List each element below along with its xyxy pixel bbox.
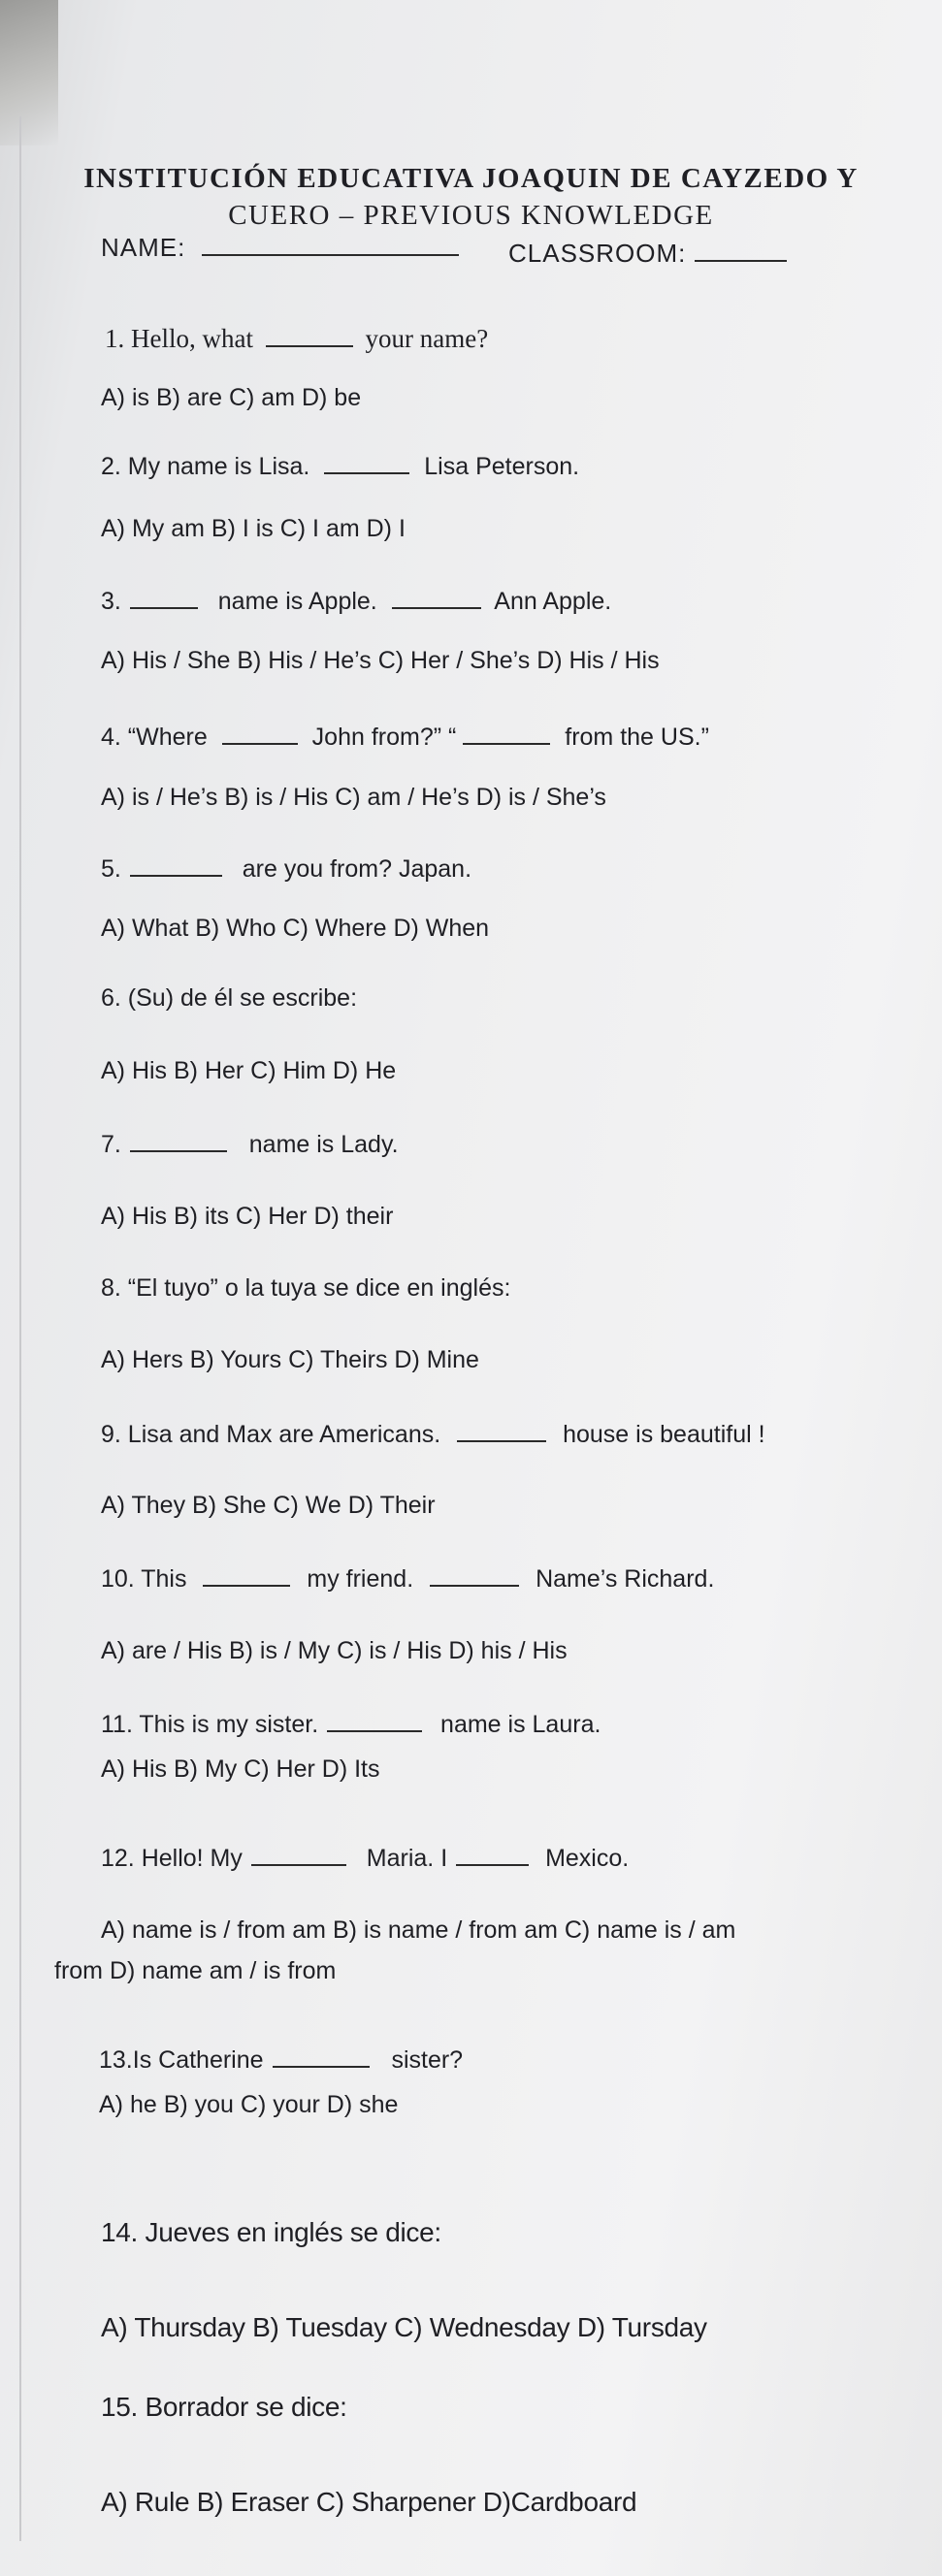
school-title: INSTITUCIÓN EDUCATIVA JOAQUIN DE CAYZEDO Y — [83, 163, 859, 194]
options-12: A) name is / from am B) is name / from am C) name is / am — [101, 1916, 736, 1944]
answer-blank[interactable] — [327, 1709, 422, 1732]
options-1: A) is B) are C) am D) be — [101, 384, 362, 411]
name-label: NAME: — [101, 233, 186, 262]
classroom-field — [508, 239, 787, 269]
question-14: 14. Jueves en inglés se dice: — [101, 2217, 441, 2247]
question-1: 1. Hello, what your name? — [105, 324, 489, 353]
question-13: 13.Is Catherine sister? — [99, 2046, 464, 2074]
options-3: A) His / She B) His / He’s C) Her / She’s D) His / His — [101, 647, 660, 674]
options-10: A) are / His B) is / My C) is / His D) his / His — [101, 1637, 568, 1664]
answer-blank[interactable] — [273, 2045, 370, 2068]
question-12: 12. Hello! My Maria. I Mexico. — [101, 1845, 630, 1872]
question-11: 11. This is my sister. name is Laura. — [101, 1711, 601, 1738]
answer-blank[interactable] — [456, 1843, 529, 1866]
question-8: 8. “El tuyo” o la tuya se dice en inglés: — [101, 1274, 511, 1302]
question-10: 10. This my friend. Name’s Richard. — [101, 1565, 715, 1593]
question-5: 5. are you from? Japan. — [101, 855, 472, 883]
options-12-continued: from D) name am / is from — [54, 1957, 337, 1984]
question-3: 3. name is Apple. Ann Apple. — [101, 588, 612, 615]
options-4: A) is / He’s B) is / His C) am / He’s D) is / She’s — [101, 784, 606, 811]
answer-blank[interactable] — [392, 586, 481, 609]
answer-blank[interactable] — [203, 1563, 290, 1587]
name-blank[interactable] — [202, 233, 459, 256]
answer-blank[interactable] — [266, 324, 353, 347]
question-7: 7. name is Lady. — [101, 1131, 399, 1158]
options-14: A) Thursday B) Tuesday C) Wednesday D) Tursday — [101, 2312, 707, 2342]
options-13: A) he B) you C) your D) she — [99, 2091, 399, 2118]
options-15: A) Rule B) Eraser C) Sharpener D)Cardboard — [101, 2487, 637, 2517]
answer-blank[interactable] — [130, 586, 198, 609]
question-6: 6. (Su) de él se escribe: — [101, 984, 358, 1012]
answer-blank[interactable] — [463, 722, 550, 745]
answer-blank[interactable] — [130, 1129, 227, 1152]
options-5: A) What B) Who C) Where D) When — [101, 915, 490, 942]
options-2: A) My am B) I is C) I am D) I — [101, 515, 406, 542]
question-2: 2. My name is Lisa. Lisa Peterson. — [101, 453, 580, 480]
classroom-blank[interactable] — [695, 239, 787, 262]
name-field — [101, 233, 459, 263]
options-11: A) His B) My C) Her D) Its — [101, 1755, 380, 1783]
question-15: 15. Borrador se dice: — [101, 2392, 347, 2422]
margin-line — [19, 116, 21, 2541]
answer-blank[interactable] — [222, 722, 298, 745]
answer-blank[interactable] — [457, 1419, 546, 1442]
worksheet-subtitle: CUERO – PREVIOUS KNOWLEDGE — [228, 200, 714, 231]
options-8: A) Hers B) Yours C) Theirs D) Mine — [101, 1346, 479, 1373]
answer-blank[interactable] — [324, 451, 409, 474]
options-6: A) His B) Her C) Him D) He — [101, 1057, 397, 1084]
options-9: A) They B) She C) We D) Their — [101, 1492, 436, 1519]
options-7: A) His B) its C) Her D) their — [101, 1203, 394, 1230]
page-shadow — [0, 0, 58, 145]
classroom-label: CLASSROOM: — [508, 239, 687, 268]
answer-blank[interactable] — [130, 853, 222, 877]
question-4: 4. “Where John from?” “ from the US.” — [101, 724, 709, 751]
answer-blank[interactable] — [430, 1563, 519, 1587]
question-9: 9. Lisa and Max are Americans. house is beautiful ! — [101, 1421, 765, 1448]
answer-blank[interactable] — [251, 1843, 346, 1866]
